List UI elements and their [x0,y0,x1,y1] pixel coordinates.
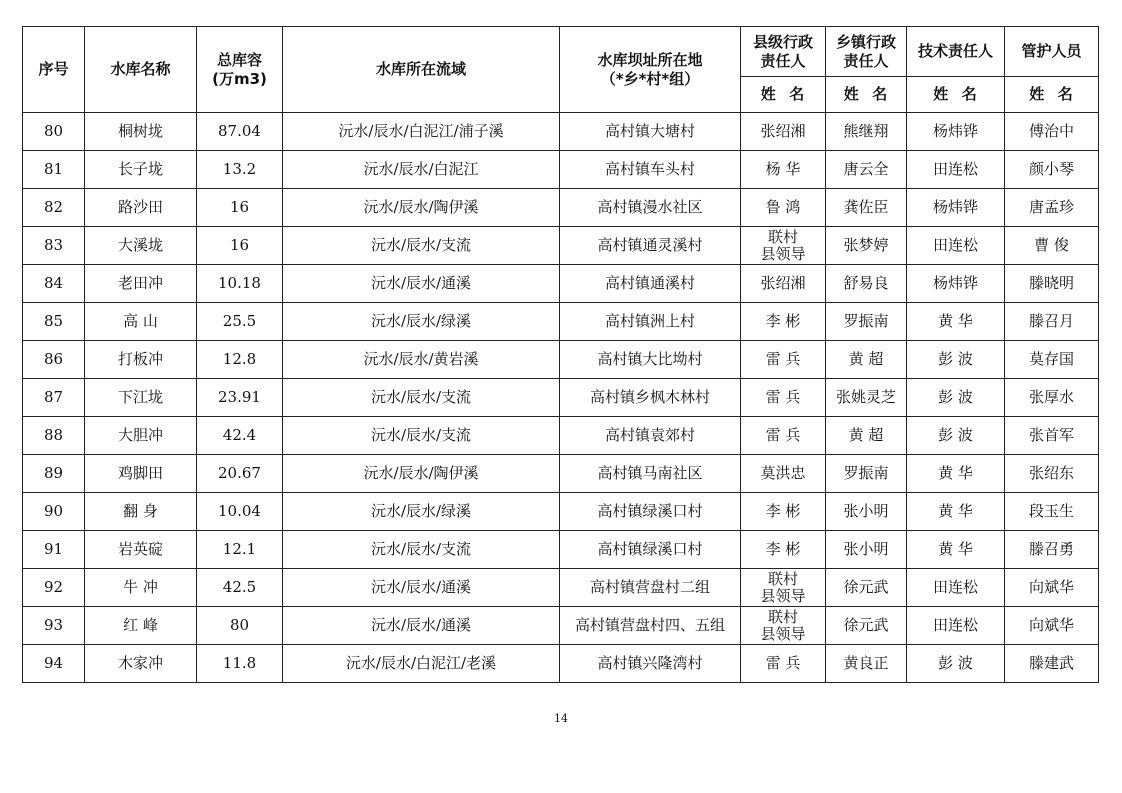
cell-total-capacity: 10.18 [197,265,283,303]
cell-dam-location: 高村镇车头村 [560,151,741,189]
cell-dam-location: 高村镇马南社区 [560,455,741,493]
cell-town-responsible: 徐元武 [826,569,907,607]
cell-basin: 沅水/辰水/白泥江/浦子溪 [283,113,560,151]
cell-index: 93 [23,607,85,645]
cell-basin: 沅水/辰水/通溪 [283,569,560,607]
cell-reservoir-name: 红 峰 [85,607,197,645]
table-row [23,417,1099,455]
table-row [23,303,1099,341]
cell-basin: 沅水/辰水/支流 [283,531,560,569]
cell-caretaker: 张首军 [1005,417,1099,455]
table-body [23,113,1099,683]
cell-reservoir-name: 大溪垅 [85,227,197,265]
cell-total-capacity: 13.2 [197,151,283,189]
cell-basin: 沅水/辰水/通溪 [283,607,560,645]
cell-index: 88 [23,417,85,455]
cell-county-responsible: 李 彬 [741,531,826,569]
cell-reservoir-name: 牛 冲 [85,569,197,607]
cell-town-responsible: 舒易良 [826,265,907,303]
table-row [23,379,1099,417]
cell-caretaker: 傅治中 [1005,113,1099,151]
cell-basin: 沅水/辰水/支流 [283,417,560,455]
cell-total-capacity: 42.5 [197,569,283,607]
table-row [23,531,1099,569]
cell-technical-responsible: 黄 华 [907,303,1005,341]
table-row [23,189,1099,227]
cell-index: 90 [23,493,85,531]
cell-total-capacity: 16 [197,227,283,265]
cell-dam-location: 高村镇通灵溪村 [560,227,741,265]
cell-basin: 沅水/辰水/白泥江 [283,151,560,189]
cell-reservoir-name: 大胆冲 [85,417,197,455]
cell-county-responsible: 联村 县领导 [741,569,826,607]
cell-caretaker: 段玉生 [1005,493,1099,531]
cell-town-responsible: 黄良正 [826,645,907,683]
cell-caretaker: 颜小琴 [1005,151,1099,189]
cell-reservoir-name: 下江垅 [85,379,197,417]
cell-technical-responsible: 田连松 [907,151,1005,189]
cell-caretaker: 张厚水 [1005,379,1099,417]
table-header [23,27,1099,113]
cell-total-capacity: 80 [197,607,283,645]
cell-county-responsible: 联村 县领导 [741,607,826,645]
cell-index: 81 [23,151,85,189]
header-technical-responsible: 技术责任人 [907,27,1005,77]
cell-basin: 沅水/辰水/绿溪 [283,303,560,341]
cell-caretaker: 曹 俊 [1005,227,1099,265]
cell-index: 87 [23,379,85,417]
table-row [23,341,1099,379]
cell-county-responsible: 雷 兵 [741,341,826,379]
cell-dam-location: 高村镇洲上村 [560,303,741,341]
cell-total-capacity: 87.04 [197,113,283,151]
cell-basin: 沅水/辰水/绿溪 [283,493,560,531]
cell-town-responsible: 龚佐臣 [826,189,907,227]
cell-total-capacity: 25.5 [197,303,283,341]
cell-index: 91 [23,531,85,569]
cell-index: 82 [23,189,85,227]
cell-county-responsible: 李 彬 [741,493,826,531]
cell-county-responsible: 杨 华 [741,151,826,189]
cell-basin: 沅水/辰水/黄岩溪 [283,341,560,379]
cell-caretaker: 滕建武 [1005,645,1099,683]
cell-reservoir-name: 高 山 [85,303,197,341]
header-town-responsible: 乡镇行政 责任人 [826,27,907,77]
cell-technical-responsible: 杨炜铧 [907,113,1005,151]
cell-town-responsible: 张姚灵芝 [826,379,907,417]
cell-town-responsible: 唐云全 [826,151,907,189]
cell-index: 84 [23,265,85,303]
header-dam-location: 水库坝址所在地 （*乡*村*组） [560,27,741,113]
cell-reservoir-name: 翻 身 [85,493,197,531]
cell-reservoir-name: 长子垅 [85,151,197,189]
table-row [23,493,1099,531]
cell-reservoir-name: 路沙田 [85,189,197,227]
cell-technical-responsible: 彭 波 [907,417,1005,455]
cell-technical-responsible: 黄 华 [907,493,1005,531]
cell-total-capacity: 23.91 [197,379,283,417]
header-basin: 水库所在流域 [283,27,560,113]
cell-technical-responsible: 田连松 [907,607,1005,645]
cell-reservoir-name: 鸡脚田 [85,455,197,493]
header-row [23,27,1099,77]
table-row [23,455,1099,493]
cell-technical-responsible: 杨炜铧 [907,189,1005,227]
cell-county-responsible: 张绍湘 [741,265,826,303]
cell-town-responsible: 张小明 [826,531,907,569]
cell-basin: 沅水/辰水/陶伊溪 [283,455,560,493]
cell-index: 80 [23,113,85,151]
cell-dam-location: 高村镇营盘村四、五组 [560,607,741,645]
cell-dam-location: 高村镇绿溪口村 [560,493,741,531]
header-name-sub: 姓 名 [826,77,907,113]
cell-total-capacity: 16 [197,189,283,227]
cell-dam-location: 高村镇通溪村 [560,265,741,303]
cell-county-responsible: 雷 兵 [741,645,826,683]
cell-caretaker: 向斌华 [1005,607,1099,645]
cell-town-responsible: 徐元武 [826,607,907,645]
table-row [23,151,1099,189]
cell-caretaker: 莫存国 [1005,341,1099,379]
cell-index: 83 [23,227,85,265]
cell-basin: 沅水/辰水/支流 [283,227,560,265]
header-reservoir-name: 水库名称 [85,27,197,113]
cell-dam-location: 高村镇大比坳村 [560,341,741,379]
cell-caretaker: 滕晓明 [1005,265,1099,303]
reservoir-table [22,26,1099,683]
cell-reservoir-name: 木家冲 [85,645,197,683]
cell-technical-responsible: 彭 波 [907,645,1005,683]
cell-town-responsible: 张梦婷 [826,227,907,265]
cell-town-responsible: 张小明 [826,493,907,531]
cell-reservoir-name: 岩英碇 [85,531,197,569]
cell-dam-location: 高村镇乡枫木林村 [560,379,741,417]
cell-total-capacity: 20.67 [197,455,283,493]
cell-technical-responsible: 田连松 [907,569,1005,607]
cell-dam-location: 高村镇绿溪口村 [560,531,741,569]
cell-index: 94 [23,645,85,683]
cell-technical-responsible: 彭 波 [907,341,1005,379]
cell-index: 86 [23,341,85,379]
cell-dam-location: 高村镇袁郊村 [560,417,741,455]
cell-basin: 沅水/辰水/通溪 [283,265,560,303]
cell-reservoir-name: 老田冲 [85,265,197,303]
cell-technical-responsible: 田连松 [907,227,1005,265]
cell-town-responsible: 黄 超 [826,341,907,379]
cell-basin: 沅水/辰水/支流 [283,379,560,417]
cell-dam-location: 高村镇兴隆湾村 [560,645,741,683]
cell-town-responsible: 罗振南 [826,455,907,493]
cell-reservoir-name: 桐树垅 [85,113,197,151]
cell-basin: 沅水/辰水/陶伊溪 [283,189,560,227]
table-row [23,645,1099,683]
cell-county-responsible: 鲁 鸿 [741,189,826,227]
cell-total-capacity: 11.8 [197,645,283,683]
cell-county-responsible: 雷 兵 [741,417,826,455]
cell-index: 92 [23,569,85,607]
cell-technical-responsible: 杨炜铧 [907,265,1005,303]
cell-dam-location: 高村镇大塘村 [560,113,741,151]
table-row [23,569,1099,607]
cell-county-responsible: 李 彬 [741,303,826,341]
header-caretaker: 管护人员 [1005,27,1099,77]
header-name-sub: 姓 名 [741,77,826,113]
page-number: 14 [554,712,568,725]
cell-county-responsible: 张绍湘 [741,113,826,151]
cell-caretaker: 唐孟珍 [1005,189,1099,227]
cell-technical-responsible: 彭 波 [907,379,1005,417]
cell-total-capacity: 10.04 [197,493,283,531]
cell-total-capacity: 42.4 [197,417,283,455]
cell-total-capacity: 12.1 [197,531,283,569]
header-name-sub: 姓 名 [907,77,1005,113]
cell-caretaker: 张绍东 [1005,455,1099,493]
cell-caretaker: 向斌华 [1005,569,1099,607]
cell-town-responsible: 罗振南 [826,303,907,341]
cell-dam-location: 高村镇营盘村二组 [560,569,741,607]
cell-technical-responsible: 黄 华 [907,455,1005,493]
table-row [23,113,1099,151]
cell-county-responsible: 莫洪忠 [741,455,826,493]
cell-town-responsible: 黄 超 [826,417,907,455]
cell-reservoir-name: 打板冲 [85,341,197,379]
header-name-sub: 姓 名 [1005,77,1099,113]
cell-town-responsible: 熊继翔 [826,113,907,151]
cell-index: 89 [23,455,85,493]
table-row [23,227,1099,265]
table-row [23,265,1099,303]
header-county-responsible: 县级行政 责任人 [741,27,826,77]
cell-county-responsible: 雷 兵 [741,379,826,417]
cell-caretaker: 滕召月 [1005,303,1099,341]
cell-basin: 沅水/辰水/白泥江/老溪 [283,645,560,683]
cell-total-capacity: 12.8 [197,341,283,379]
header-index: 序号 [23,27,85,113]
header-total-capacity: 总库容 (万m3) [197,27,283,113]
cell-index: 85 [23,303,85,341]
cell-caretaker: 滕召勇 [1005,531,1099,569]
table-row [23,607,1099,645]
cell-county-responsible: 联村 县领导 [741,227,826,265]
cell-technical-responsible: 黄 华 [907,531,1005,569]
cell-dam-location: 高村镇漫水社区 [560,189,741,227]
